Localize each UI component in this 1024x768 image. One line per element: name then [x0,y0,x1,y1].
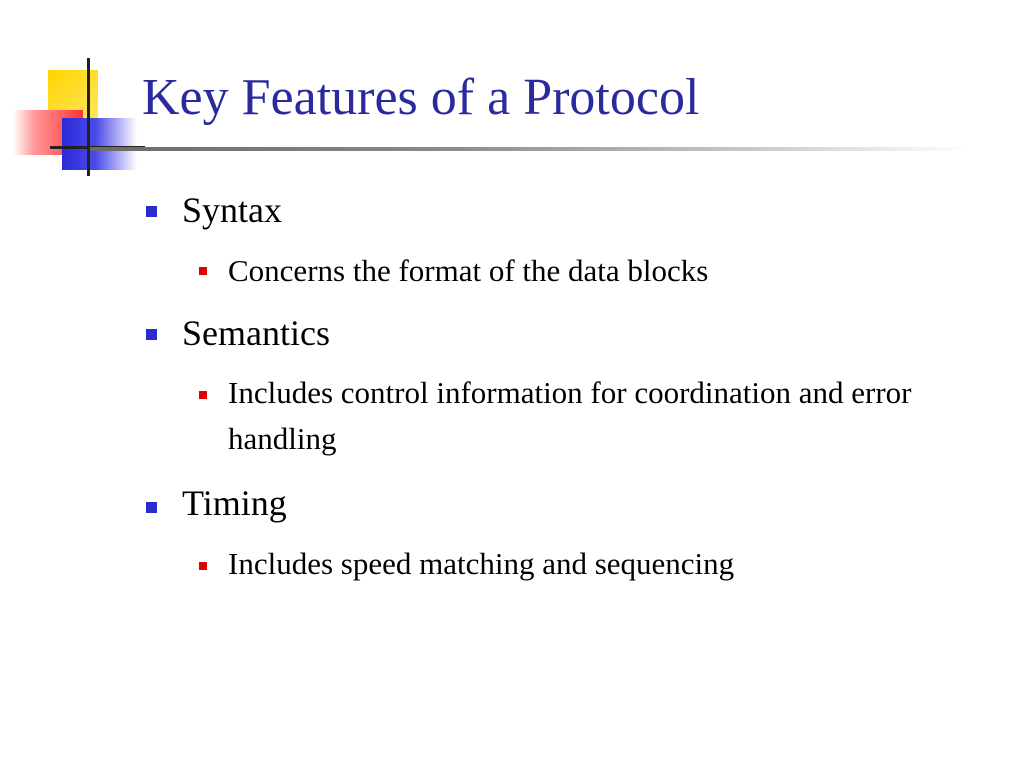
sub-bullet-timing: Includes speed matching and sequencing [228,546,735,581]
logo-vertical-line [87,58,90,176]
decorative-logo-icon [0,0,150,190]
bullet-item-semantics: Semantics [182,313,330,353]
bullet-square-icon [146,329,157,340]
title-divider [90,147,970,151]
slide-title: Key Features of a Protocol [142,69,700,126]
logo-blue-square [62,118,137,170]
bullet-item-timing: Timing [182,483,287,523]
bullet-square-icon [146,206,157,217]
sub-bullet-square-icon [199,562,207,570]
sub-bullet-square-icon [199,391,207,399]
sub-bullet-square-icon [199,267,207,275]
sub-bullet-syntax: Concerns the format of the data blocks [228,253,709,288]
bullet-item-syntax: Syntax [182,190,283,230]
bullet-square-icon [146,502,157,513]
sub-bullet-semantics: Includes control information for coordination and error handling [228,375,912,456]
